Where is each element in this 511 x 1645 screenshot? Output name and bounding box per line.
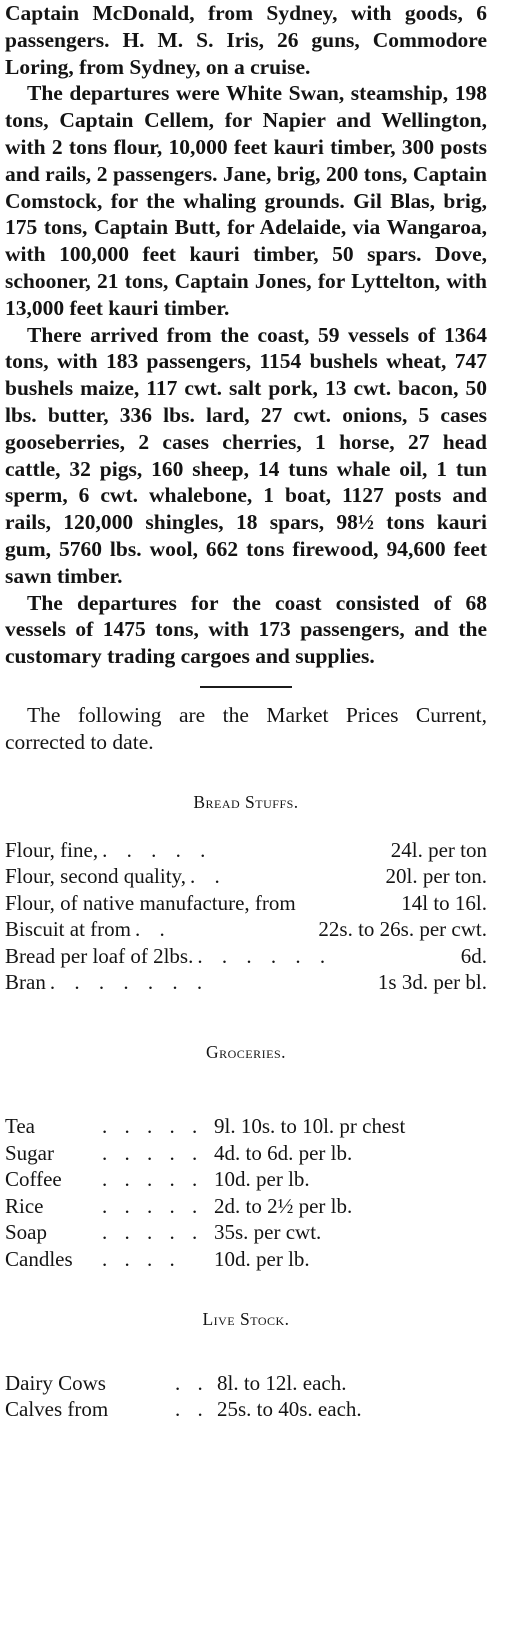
market-intro: The following are the Market Prices Current, corrected to date.	[5, 702, 487, 754]
price-row	[5, 1246, 487, 1273]
price-item: Flour, of native manufacture, from	[5, 890, 296, 915]
price-value: 24l. per ton	[390, 837, 487, 862]
price-row	[5, 863, 487, 890]
groceries-list	[5, 1113, 487, 1273]
live-stock-heading: Live Stock.	[202, 1308, 290, 1329]
bread-stuffs-list	[5, 837, 487, 997]
leader-dots: . .	[189, 864, 227, 889]
departures-paragraph: The departures were White Swan, steamship, 198 tons, Captain Cellem, for Napier and Wellington, with 2 tons flour, 10,000 feet kauri timber, 300 posts and rails, 2 passengers. Jane, brig, 200 tons, Captain Comstock, for the whaling grounds. Gil Blas, brig, 175 tons, Captain Butt, for Adelaide, via Wangaroa, with 100,000 feet kauri timber, 50 spars. Dove, schooner, 21 tons, Captain Jones, for Lyttelton, with 13,000 feet kauri timber.	[5, 81, 487, 320]
price-row	[5, 837, 487, 864]
bread-stuffs-heading: Bread Stuffs.	[193, 791, 299, 812]
coast-departures-paragraph: The departures for the coast consisted of 68 vessels of 1475 tons, with 173 passengers, and the customary trading cargoes and supplies.	[5, 590, 487, 669]
price-row	[5, 943, 487, 970]
leader-dots: . . . . . . .	[49, 970, 210, 995]
price-value: 35s. per cwt.	[214, 1220, 322, 1245]
price-row	[5, 1140, 487, 1167]
price-row	[5, 1166, 487, 1193]
price-item: Rice	[5, 1193, 44, 1218]
price-item: Flour, fine,	[5, 837, 99, 862]
price-row	[5, 969, 487, 996]
leader-dots: . . . . .	[102, 1114, 204, 1139]
leader-dots: . . . . .	[102, 837, 213, 862]
price-row	[5, 1370, 487, 1397]
price-row	[5, 1113, 487, 1140]
price-value: 8l. to 12l. each.	[217, 1370, 347, 1395]
groceries-heading: Groceries.	[205, 1042, 287, 1063]
leader-dots: . . . . .	[102, 1140, 204, 1165]
price-item: Calves from	[5, 1397, 109, 1422]
price-row	[5, 1193, 487, 1220]
leader-dots: . . . .	[102, 1247, 181, 1272]
section-divider	[200, 686, 292, 688]
price-value: 1s 3d. per bl.	[377, 970, 487, 995]
price-row	[5, 890, 487, 917]
leader-dots: . . . . .	[102, 1167, 204, 1192]
price-value: 10d. per lb.	[214, 1167, 310, 1192]
price-item: Coffee	[5, 1167, 62, 1192]
price-item: Tea	[5, 1114, 36, 1139]
price-value: 22s. to 26s. per cwt.	[318, 917, 487, 942]
price-value: 4d. to 6d. per lb.	[214, 1140, 353, 1165]
newspaper-column	[5, 0, 487, 1423]
price-value: 25s. to 40s. each.	[217, 1397, 362, 1422]
price-item: Flour, second quality,	[5, 864, 186, 889]
leader-dots: . . . . .	[102, 1220, 204, 1245]
price-row	[5, 916, 487, 943]
leader-dots: . . . . . .	[197, 943, 333, 968]
price-row	[5, 1219, 487, 1246]
price-value: 6d.	[460, 943, 487, 968]
price-item: Bread per loaf of 2lbs.	[5, 943, 194, 968]
price-value: 14l to 16l.	[401, 890, 487, 915]
leader-dots: . .	[134, 917, 172, 942]
leader-dots: . .	[175, 1370, 209, 1395]
price-value: 2d. to 2½ per lb.	[214, 1193, 353, 1218]
price-item: Sugar	[5, 1140, 54, 1165]
leader-dots: . . . . .	[102, 1193, 204, 1218]
leader-dots: . .	[175, 1397, 209, 1422]
price-value: 10d. per lb.	[214, 1247, 310, 1272]
price-item: Biscuit at from	[5, 917, 131, 942]
arrivals-paragraph-tail: Captain McDonald, from Sydney, with goods, 6 passengers. H. M. S. Iris, 26 guns, Commodore Loring, from Sydney, on a cruise.	[5, 1, 487, 79]
price-row	[5, 1396, 487, 1423]
price-value: 20l. per ton.	[385, 864, 487, 889]
price-item: Candles	[5, 1247, 73, 1272]
coast-arrivals-paragraph: There arrived from the coast, 59 vessels of 1364 tons, with 183 passengers, 1154 bushels wheat, 747 bushels maize, 117 cwt. salt pork, 13 cwt. bacon, 50 lbs. butter, 336 lbs. lard, 27 cwt. onions, 5 cases gooseberries, 2 cases cherries, 1 horse, 27 head cattle, 32 pigs, 160 sheep, 14 tuns whale oil, 1 tun sperm, 6 cwt. whalebone, 1 boat, 1127 posts and rails, 120,000 shingles, 18 spars, 98½ tons kauri gum, 5760 lbs. wool, 662 tons firewood, 94,600 feet sawn timber.	[5, 322, 487, 588]
price-value: 9l. 10s. to 10l. pr chest	[214, 1114, 406, 1139]
price-item: Dairy Cows	[5, 1370, 106, 1395]
price-item: Soap	[5, 1220, 47, 1245]
price-item: Bran	[5, 970, 46, 995]
live-stock-list	[5, 1370, 487, 1423]
